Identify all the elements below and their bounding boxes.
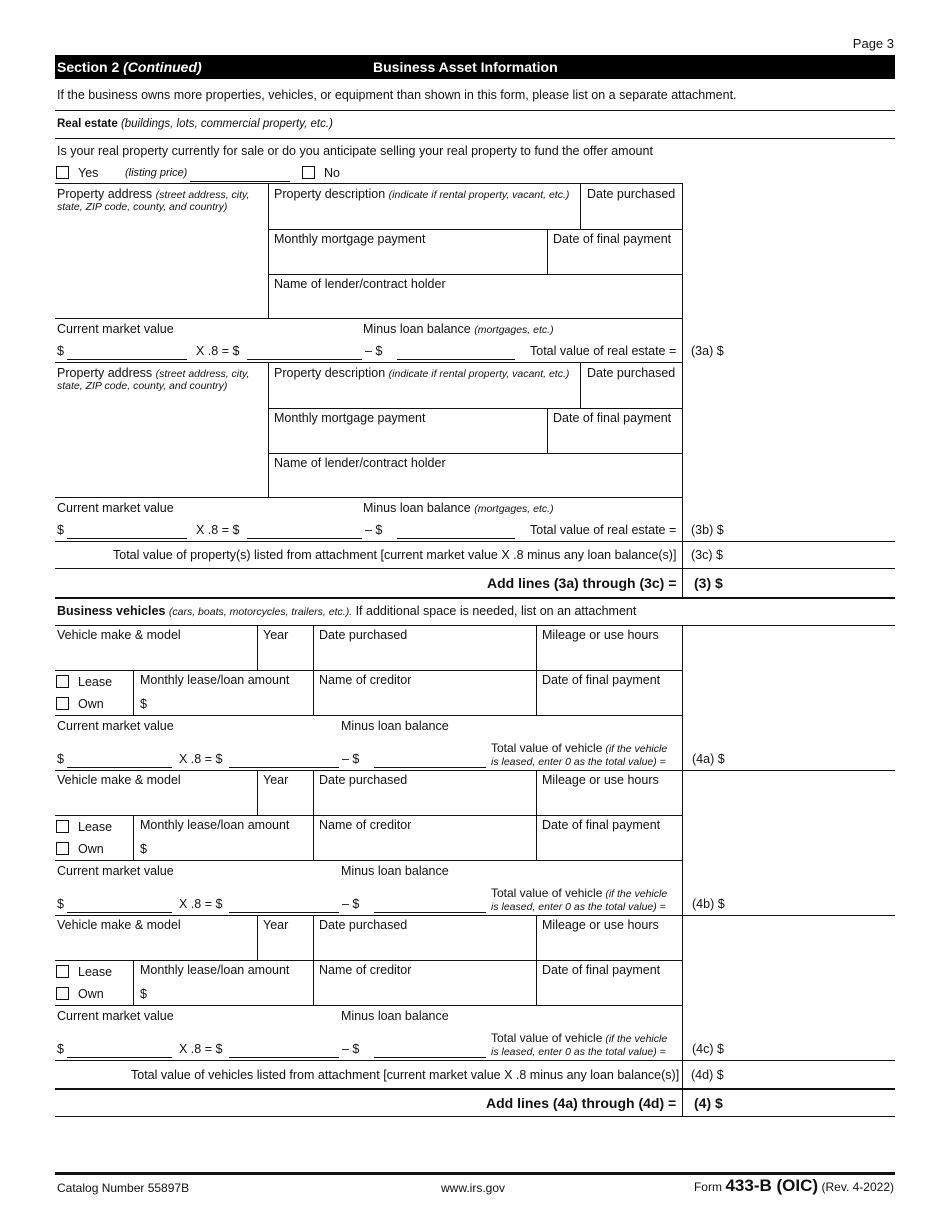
creditor-label: Name of creditor (319, 673, 412, 687)
date-purchased-label: Date purchased (319, 628, 408, 642)
property-description-label: Property description (indicate if rental property, vacant, etc.) (274, 366, 570, 380)
minus-dollar: – $ (365, 344, 383, 358)
divider (268, 453, 682, 454)
mileage-label: Mileage or use hours (542, 628, 659, 642)
monthly-mortgage-label: Monthly mortgage payment (274, 232, 426, 246)
monthly-mortgage-label: Monthly mortgage payment (274, 411, 426, 425)
market-value-field[interactable] (67, 538, 187, 539)
divider (268, 229, 682, 230)
divider (580, 362, 581, 408)
section-name: Section 2 (Continued) (57, 59, 202, 75)
loan-balance-field[interactable] (397, 538, 515, 539)
divider (55, 183, 682, 184)
market-value-field[interactable] (67, 912, 172, 913)
mileage-label: Mileage or use hours (542, 773, 659, 787)
date-final-payment-label: Date of final payment (542, 818, 661, 832)
own-checkbox[interactable] (56, 987, 69, 1000)
dollar-sign: $ (140, 697, 147, 711)
date-purchased-label: Date purchased (319, 918, 408, 932)
property-description-label: Property description (indicate if rental property, vacant, etc.) (274, 187, 570, 201)
market-value-field[interactable] (67, 359, 187, 360)
date-purchased-label: Date purchased (319, 773, 408, 787)
total-vehicle-note: is leased, enter 0 as the total value) = (491, 756, 666, 768)
divider (55, 815, 682, 816)
amount-column-rule (682, 183, 683, 598)
minus-dollar: – $ (342, 897, 360, 911)
year-label: Year (263, 773, 289, 787)
date-purchased-label: Date purchased (587, 366, 676, 380)
lease-checkbox[interactable] (56, 820, 69, 833)
divider (268, 408, 682, 409)
lease-checkbox[interactable] (56, 675, 69, 688)
divider (133, 670, 134, 715)
date-final-payment-label: Date of final payment (553, 232, 672, 246)
monthly-lease-label: Monthly lease/loan amount (140, 673, 290, 687)
divider (55, 625, 895, 626)
divider (55, 860, 682, 861)
total-vehicle-label: Total value of vehicle (if the vehicle (491, 886, 668, 900)
divider (55, 362, 682, 363)
x8-field[interactable] (247, 359, 362, 360)
lease-label: Lease (78, 820, 113, 834)
dollar-sign: $ (57, 344, 64, 358)
divider (268, 274, 682, 275)
property-address-note: state, ZIP code, county, and country) (57, 201, 228, 213)
current-market-value-label: Current market value (57, 719, 174, 733)
divider (55, 318, 682, 319)
real-estate-title: Real estate (buildings, lots, commercial property, etc.) (57, 118, 333, 130)
lease-checkbox[interactable] (56, 965, 69, 978)
total-vehicle-note: is leased, enter 0 as the total value) = (491, 901, 666, 913)
section-title: Business Asset Information (373, 59, 558, 75)
sale-question: Is your real property currently for sale or do you anticipate selling your real property to fund the offer amount (57, 144, 653, 158)
divider (268, 183, 269, 318)
monthly-lease-label: Monthly lease/loan amount (140, 963, 290, 977)
current-market-value-label: Current market value (57, 864, 174, 878)
lease-label: Lease (78, 965, 113, 979)
own-label: Own (78, 842, 104, 856)
lender-label: Name of lender/contract holder (274, 456, 446, 470)
x8-label: X .8 = $ (179, 897, 223, 911)
divider (55, 915, 895, 916)
vehicle-make-label: Vehicle make & model (57, 918, 181, 932)
own-label: Own (78, 987, 104, 1001)
current-market-value-label: Current market value (57, 1009, 174, 1023)
divider (55, 770, 895, 771)
current-market-value-label: Current market value (57, 501, 174, 515)
total-vehicle-label: Total value of vehicle (if the vehicle (491, 1031, 668, 1045)
divider (268, 362, 269, 497)
current-market-value-label: Current market value (57, 322, 174, 336)
catalog-number: Catalog Number 55897B (57, 1181, 190, 1195)
minus-loan-label: Minus loan balance (341, 1009, 449, 1023)
add-lines-4-label: Add lines (4a) through (4d) = (486, 1095, 677, 1111)
date-purchased-label: Date purchased (587, 187, 676, 201)
intro-text: If the business owns more properties, vehicles, or equipment than shown in this form, please list on a separate attachment. (57, 88, 737, 102)
lender-label: Name of lender/contract holder (274, 277, 446, 291)
line-3c: (3c) $ (691, 548, 723, 562)
divider (55, 1005, 682, 1006)
divider (55, 960, 682, 961)
divider (257, 625, 258, 670)
no-label: No (324, 166, 340, 180)
creditor-label: Name of creditor (319, 818, 412, 832)
x8-label: X .8 = $ (179, 752, 223, 766)
x8-field[interactable] (247, 538, 362, 539)
no-checkbox[interactable] (302, 166, 315, 179)
property-address-label: Property address (street address, city, (57, 366, 250, 380)
divider (55, 138, 895, 139)
own-checkbox[interactable] (56, 697, 69, 710)
property-address-note: state, ZIP code, county, and country) (57, 380, 228, 392)
listing-price-field[interactable] (190, 181, 290, 182)
amount-column-rule (682, 625, 683, 1116)
dollar-sign: $ (57, 897, 64, 911)
lease-label: Lease (78, 675, 113, 689)
divider (257, 915, 258, 960)
line-3a: (3a) $ (691, 344, 724, 358)
dollar-sign: $ (57, 1042, 64, 1056)
line-3: (3) $ (694, 575, 723, 591)
line-4a: (4a) $ (692, 752, 725, 766)
dollar-sign: $ (57, 523, 64, 537)
line-4: (4) $ (694, 1095, 723, 1111)
divider (55, 541, 895, 542)
line-4b: (4b) $ (692, 897, 725, 911)
divider (257, 770, 258, 815)
form-number: Form 433-B (OIC) (Rev. 4-2022) (693, 1176, 894, 1195)
minus-loan-label: Minus loan balance (341, 719, 449, 733)
divider (55, 715, 682, 716)
page-label: Page 3 (852, 36, 894, 51)
minus-loan-label: Minus loan balance (341, 864, 449, 878)
dollar-sign: $ (140, 842, 147, 856)
own-label: Own (78, 697, 104, 711)
mileage-label: Mileage or use hours (542, 918, 659, 932)
x8-label: X .8 = $ (179, 1042, 223, 1056)
vehicle-make-label: Vehicle make & model (57, 628, 181, 642)
year-label: Year (263, 628, 289, 642)
listing-price-label: (listing price) (125, 167, 188, 179)
x8-label: X .8 = $ (196, 344, 240, 358)
total-real-estate-label: Total value of real estate = (530, 523, 677, 537)
divider (55, 568, 895, 569)
real-estate-attachment-label: Total value of property(s) listed from attachment [current market value X .8 minus any loan balance(s)] (113, 548, 677, 562)
market-value-field[interactable] (67, 767, 172, 768)
year-label: Year (263, 918, 289, 932)
total-real-estate-label: Total value of real estate = (530, 344, 677, 358)
divider (55, 110, 895, 111)
x8-field[interactable] (229, 767, 339, 768)
minus-loan-label: Minus loan balance (mortgages, etc.) (363, 501, 554, 515)
divider (55, 1088, 895, 1090)
yes-label: Yes (78, 166, 99, 180)
divider (55, 597, 895, 599)
vehicles-title: Business vehicles (cars, boats, motorcycles, trailers, etc.). If additional space is needed, list on an attachment (57, 604, 637, 618)
divider (55, 1116, 895, 1117)
property-address-label: Property address (street address, city, (57, 187, 250, 201)
total-vehicle-note: is leased, enter 0 as the total value) = (491, 1046, 666, 1058)
monthly-lease-label: Monthly lease/loan amount (140, 818, 290, 832)
loan-balance-field[interactable] (397, 359, 515, 360)
vehicle-make-label: Vehicle make & model (57, 773, 181, 787)
minus-loan-label: Minus loan balance (mortgages, etc.) (363, 322, 554, 336)
divider (133, 815, 134, 860)
minus-dollar: – $ (365, 523, 383, 537)
vehicles-attachment-label: Total value of vehicles listed from attachment [current market value X .8 minus any loan balance(s)] (131, 1068, 680, 1082)
total-vehicle-label: Total value of vehicle (if the vehicle (491, 741, 668, 755)
dollar-sign: $ (57, 752, 64, 766)
date-final-payment-label: Date of final payment (542, 963, 661, 977)
footer-rule (55, 1172, 895, 1175)
own-checkbox[interactable] (56, 842, 69, 855)
dollar-sign: $ (140, 987, 147, 1001)
minus-dollar: – $ (342, 1042, 360, 1056)
line-4c: (4c) $ (692, 1042, 724, 1056)
line-4d: (4d) $ (691, 1068, 724, 1082)
x8-label: X .8 = $ (196, 523, 240, 537)
loan-balance-field[interactable] (374, 912, 486, 913)
loan-balance-field[interactable] (374, 767, 486, 768)
date-final-payment-label: Date of final payment (553, 411, 672, 425)
divider (55, 1060, 895, 1061)
x8-field[interactable] (229, 912, 339, 913)
divider (55, 670, 682, 671)
divider (547, 229, 548, 274)
minus-dollar: – $ (342, 752, 360, 766)
creditor-label: Name of creditor (319, 963, 412, 977)
irs-website: www.irs.gov (441, 1181, 506, 1195)
date-final-payment-label: Date of final payment (542, 673, 661, 687)
market-value-field[interactable] (67, 1057, 172, 1058)
divider (133, 960, 134, 1005)
add-lines-3-label: Add lines (3a) through (3c) = (487, 575, 677, 591)
yes-checkbox[interactable] (56, 166, 69, 179)
loan-balance-field[interactable] (374, 1057, 486, 1058)
divider (547, 408, 548, 453)
divider (55, 497, 682, 498)
line-3b: (3b) $ (691, 523, 724, 537)
x8-field[interactable] (229, 1057, 339, 1058)
divider (580, 183, 581, 229)
